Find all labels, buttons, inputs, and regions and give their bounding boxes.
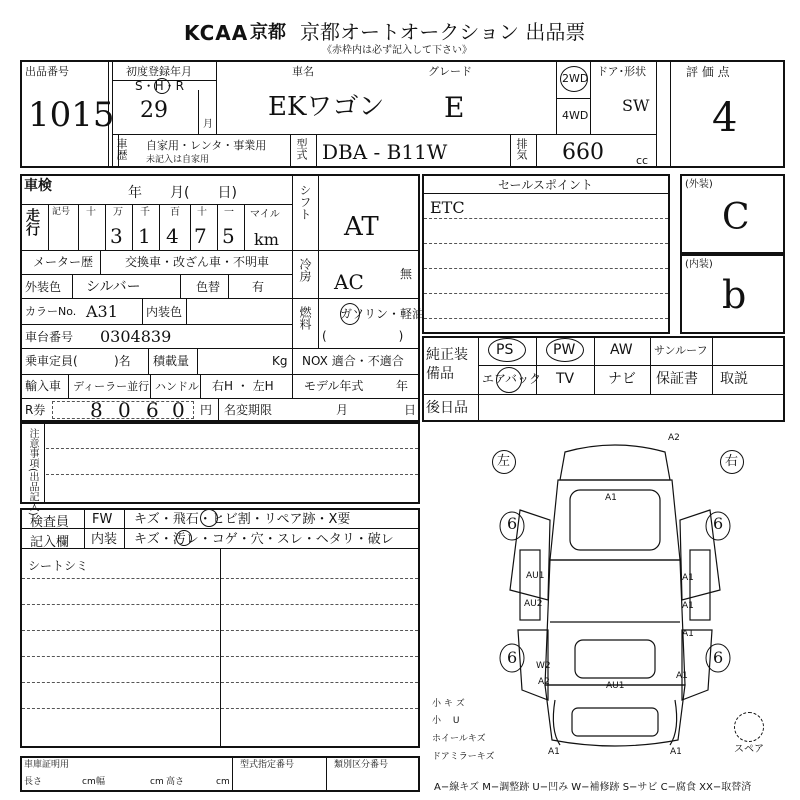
mileage-digit-3: 4 [166,224,179,248]
inspection-label: 車検 [24,178,52,194]
unit-ten: 十 [197,207,207,218]
fuel-paren: ( ) [322,329,404,343]
interior-label: (内装) [685,259,713,270]
mileage-digit-4: 7 [194,224,207,248]
color-value: シルバー [86,279,141,295]
capacity-unit: )名 [114,354,131,368]
mark-hood: A1 [605,493,617,503]
footer-width: 幅 [96,777,106,787]
mileage-digit-2: 1 [138,224,151,248]
footer-length-unit: cm [82,777,96,787]
auction-logo [184,21,294,45]
equip-pw: PW [553,342,576,358]
footer-height: 高さ [166,777,185,787]
page-title: 京都オートオークション 出品票 [300,20,586,44]
header-note: 《赤枠内は必ず記入して下さい》 [322,45,472,56]
footer-length: 長さ [24,777,43,787]
fuel-options: ガソリン・軽油 [340,307,425,321]
equip-manual: 取説 [720,371,748,387]
shift-label: シフト [298,184,312,220]
unit-one: 一 [224,207,234,218]
displacement-label: 排気 [515,138,528,160]
legend-small-scratch: 小 キ ズ [432,699,465,709]
chassis-value: 0304839 [100,327,172,346]
exterior-value: C [722,197,750,238]
spare-label: スペア [734,744,764,755]
repaint-label: 色替 [196,280,221,294]
name-change-month: 月 [336,403,349,417]
int-circle [176,530,192,546]
mark-roof-front: A2 [668,433,680,443]
footer-width-unit: cm [150,777,164,787]
displacement-value: 660 [562,140,604,165]
mark-right-door-2: A1 [682,629,694,639]
mileage-digit-boxes [78,204,292,250]
unit-ten-thousand-tens: 十 [86,207,96,218]
name-change-day: 日 [404,403,417,417]
lot-label: 出品番号 [25,65,69,78]
grade-label: グレード [428,65,472,78]
notes-frame [20,422,420,504]
load-unit: Kg [272,354,288,368]
handle-label: ハンドル [155,380,199,393]
interior-color-label: 内装色 [146,305,183,319]
mark-right-rear: A1 [676,671,688,681]
repaint-value: 有 [252,280,265,294]
history-label: 車歴 [115,138,128,160]
color-no-label: カラーNo. [25,305,77,318]
recycle-label: R券 [25,403,46,417]
legend-mirror-scratch: ドアミラーキズ [432,752,495,762]
recycle-digit-4: 0 [172,398,185,422]
meter-options: 交換車・改ざん車・不明車 [125,255,270,269]
meter-label: メーター歴 [33,255,94,269]
lot-number: 1015 [28,95,115,135]
model-year-label: モデル年式 [304,379,364,393]
tire-front-left: 6 [507,514,518,533]
unit-hundred: 百 [170,207,180,218]
score-value: 4 [712,95,738,141]
footer-type-number: 型式指定番号 [240,760,295,770]
ac-value: AC [334,270,364,294]
capacity-label: 乗車定員( [25,354,78,368]
diagram-left: 左 [497,454,511,469]
inspection-date: 年 月( 日) [128,185,237,201]
legend-small-dent: 小 U [432,716,460,726]
fuel-circle [340,303,360,325]
checker-int-options: キズ・汚レ・コゲ・穴・スレ・ヘタリ・破レ [134,532,394,547]
checker-int-label: 内装 [91,532,118,547]
equip-airbag: エアバック [482,372,542,386]
mark-rear-window: AU1 [606,681,625,691]
chassis-label: 車台番号 [25,330,74,344]
history-options: 自家用・レンタ・事業用 [146,139,267,152]
interior-value: b [722,273,747,317]
notes-label: 注意事項(出品記入) [27,428,38,516]
equip-tv: TV [556,371,575,387]
unit-mile-label: マイル [250,209,280,220]
checker-label: 検査員記入欄 [30,515,70,550]
exterior-label: (外装) [685,179,713,190]
sales-point-label: セールスポイント [498,178,593,192]
fuel-label: 燃料 [298,306,312,330]
nox-options: NOX 適合・不適合 [302,354,404,368]
mileage-digit-1: 3 [110,224,123,248]
spare-tire-icon [734,712,764,742]
mark-left-rear: A2 [538,677,550,687]
registration-label: 初度登録年月 [126,65,192,78]
registration-year: 29 [140,98,168,123]
import-label: 輸入車 [25,379,62,393]
recycle-unit: 円 [200,403,213,417]
chip-circle [200,509,218,527]
import-dealer: ディーラー並行 [73,380,150,393]
mark-rear-bumper-right: A1 [670,747,682,757]
equip-navi: ナビ [608,371,636,387]
model-value: DBA - B11W [322,140,448,164]
door-value: SW [622,96,650,115]
displacement-unit: cc [636,154,649,167]
equip-sunroof: サンルーフ [654,344,708,357]
tire-rear-right: 6 [713,648,724,667]
mileage-mark-label: 記号 [52,207,71,217]
recycle-digit-2: 0 [118,398,131,422]
recycle-digit-1: 8 [90,398,103,422]
unit-ten-thousand: 万 [113,207,123,218]
recycle-digit-3: 6 [146,398,159,422]
mark-right-fender: A1 [682,573,694,583]
footer-garage: 車庫証明用 [24,760,70,770]
mark-left-door: AU2 [524,599,543,609]
car-name-label: 車名 [292,65,314,78]
ac-none: 無 [400,267,413,281]
model-year-unit: 年 [396,379,409,393]
handle-options: 右H ・ 左H [212,379,274,393]
load-label: 積載量 [153,354,190,368]
tire-rear-left: 6 [507,648,518,667]
equipment-label: 純正装備品 [426,347,468,382]
registration-eras: S・H・R [135,79,184,93]
shift-value: AT [344,212,379,242]
checker-fw-options: キズ・飛石・ヒビ割・リペア跡・X要 [134,512,351,527]
model-label: 型式 [295,138,308,160]
tire-front-right: 6 [713,514,724,533]
car-name-value: EKワゴン [268,92,385,122]
footer-height-unit: cm [216,777,230,787]
unit-thousand: 千 [140,207,150,218]
legend-line: A−線キズ M−調整跡 U−凹み W−補修跡 S−サビ C−腐食 XX−取替済 [434,782,752,793]
equip-ps: PS [496,342,514,358]
car-body-diagram [480,440,750,770]
logo-subtext: 京都 [250,22,286,43]
legend-wheel-scratch: ホイールキズ [432,734,486,744]
color-label: 外装色 [25,280,62,294]
diagram-right: 右 [725,454,739,469]
color-no-value: A31 [86,302,118,321]
mark-left-rear-w: W2 [536,661,551,671]
door-label: ドア･形状 [597,65,647,78]
footer-class-number: 類別区分番号 [334,760,389,770]
after-sale-label: 後日品 [426,400,468,416]
drive-2wd: 2WD [562,72,589,85]
era-circle [154,78,170,94]
checker-fw-label: FW [92,512,113,527]
ac-label: 冷房 [298,258,312,282]
mileage-unit-value: km [254,230,279,249]
mark-left-fender: AU1 [526,571,545,581]
history-sub: 未記入は自家用 [146,155,210,165]
checker-remark: シートシミ [28,559,89,573]
mark-rear-bumper-left: A1 [548,747,560,757]
equip-warranty: 保証書 [656,371,698,387]
mileage-digit-5: 5 [222,224,235,248]
logo-text: KCAA [184,21,249,45]
drive-4wd: 4WD [562,109,589,122]
mark-right-door-1: A1 [682,601,694,611]
sales-point-value: ETC [430,198,465,217]
mileage-label: 走行 [24,208,40,236]
equip-aw: AW [610,342,633,358]
registration-month-unit: 月 [203,119,213,130]
score-label: 評 価 点 [686,65,730,79]
grade-value: E [444,91,465,124]
name-change-label: 名変期限 [224,403,273,417]
